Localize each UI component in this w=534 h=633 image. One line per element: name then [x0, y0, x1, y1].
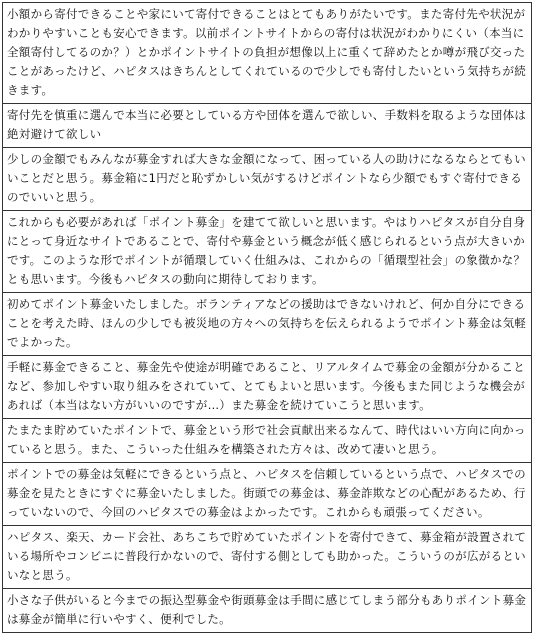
table-row: [3, 104, 532, 148]
comment-cell: 小額から寄付できることや家にいて寄付できることはとてもありがたいです。また寄付先や状況がわかりやすいことも安心できます。以前ポイントサイトからの寄付は状況がわかりにくい（本当に全額寄付してるのか？）とかポイントサイトの負担が想像以上に重くて辞めたとか噂が飛び交ったことがあったけど、ハピタスはきちんとしてくれているので少しでも寄付したいという気持ちが続きます。: [3, 3, 532, 104]
comment-cell: ハピタス、楽天、カード会社、あちこちで貯めていたポイントを寄付できて、募金箱が設置されている場所やコンビニに普段行かないので、寄付する側としても助かった。こういうのが広がるといいなと思う。: [3, 526, 532, 589]
table-row: [3, 356, 532, 419]
table-row: [3, 211, 532, 293]
comment-cell: 小さな子供がいると今までの振込型募金や街頭募金は手間に感じてしまう部分もありポイント募金は募金が簡単に行いやすく、便利でした。: [3, 589, 532, 633]
table-row: [3, 3, 532, 104]
comment-cell: ポイントでの募金は気軽にできるという点と、ハピタスを信頼しているという点で、ハピタスでの募金を見たときにすぐに募金いたしました。街頭での募金は、募金詐欺などの心配があるため、行っていないので、今回のハピタスでの募金はよかったです。これからも頑張ってください。: [3, 463, 532, 526]
table-row: [3, 148, 532, 211]
comment-cell: たまたま貯めていたポイントで、募金という形で社会貢献出来るなんて、時代はいい方向に向かっていると思う。また、こういった仕組みを構築された方々は、改めて凄いと思う。: [3, 419, 532, 463]
table-row: [3, 419, 532, 463]
table-row: [3, 589, 532, 633]
comment-cell: これからも必要があれば「ポイント募金」を建てて欲しいと思います。やはりハピタスが自分自身にとって身近なサイトであることで、寄付や募金という概念が低く感じられるという点が大きいかです。このような形でポイントが循環していく仕組みは、これからの「循環型社会」の象徴かな？とも思います。今後もハピタスの動向に期待しております。: [3, 211, 532, 293]
table-row: [3, 293, 532, 356]
table-row: [3, 526, 532, 589]
comment-cell: 初めてポイント募金いたしました。ボランティアなどの援助はできないけれど、何か自分にできることを考えた時、ほんの少しでも被災地の方々への気持ちを伝えられるようでポイント募金は気軽でよかった。: [3, 293, 532, 356]
comments-table: [2, 2, 532, 633]
table-row: [3, 463, 532, 526]
comment-cell: 手軽に募金できること、募金先や使途が明確であること、リアルタイムで募金の金額が分かることなど、参加しやすい取り組みをされていて、とてもよいと思います。今後もまた同じような機会があれば（本当はない方がいいのですが…）また募金を続けていこうと思います。: [3, 356, 532, 419]
comment-cell: 少しの金額でもみんなが募金すれば大きな金額になって、困っている人の助けになるならとてもいいことだと思う。募金箱に1円だと恥ずかしい気がするけどポイントなら少額でもすぐ寄付できるのでいいと思う。: [3, 148, 532, 211]
comment-cell: 寄付先を慎重に選んで本当に必要としている方や団体を選んで欲しい、手数料を取るような団体は絶対避けて欲しい: [3, 104, 532, 148]
